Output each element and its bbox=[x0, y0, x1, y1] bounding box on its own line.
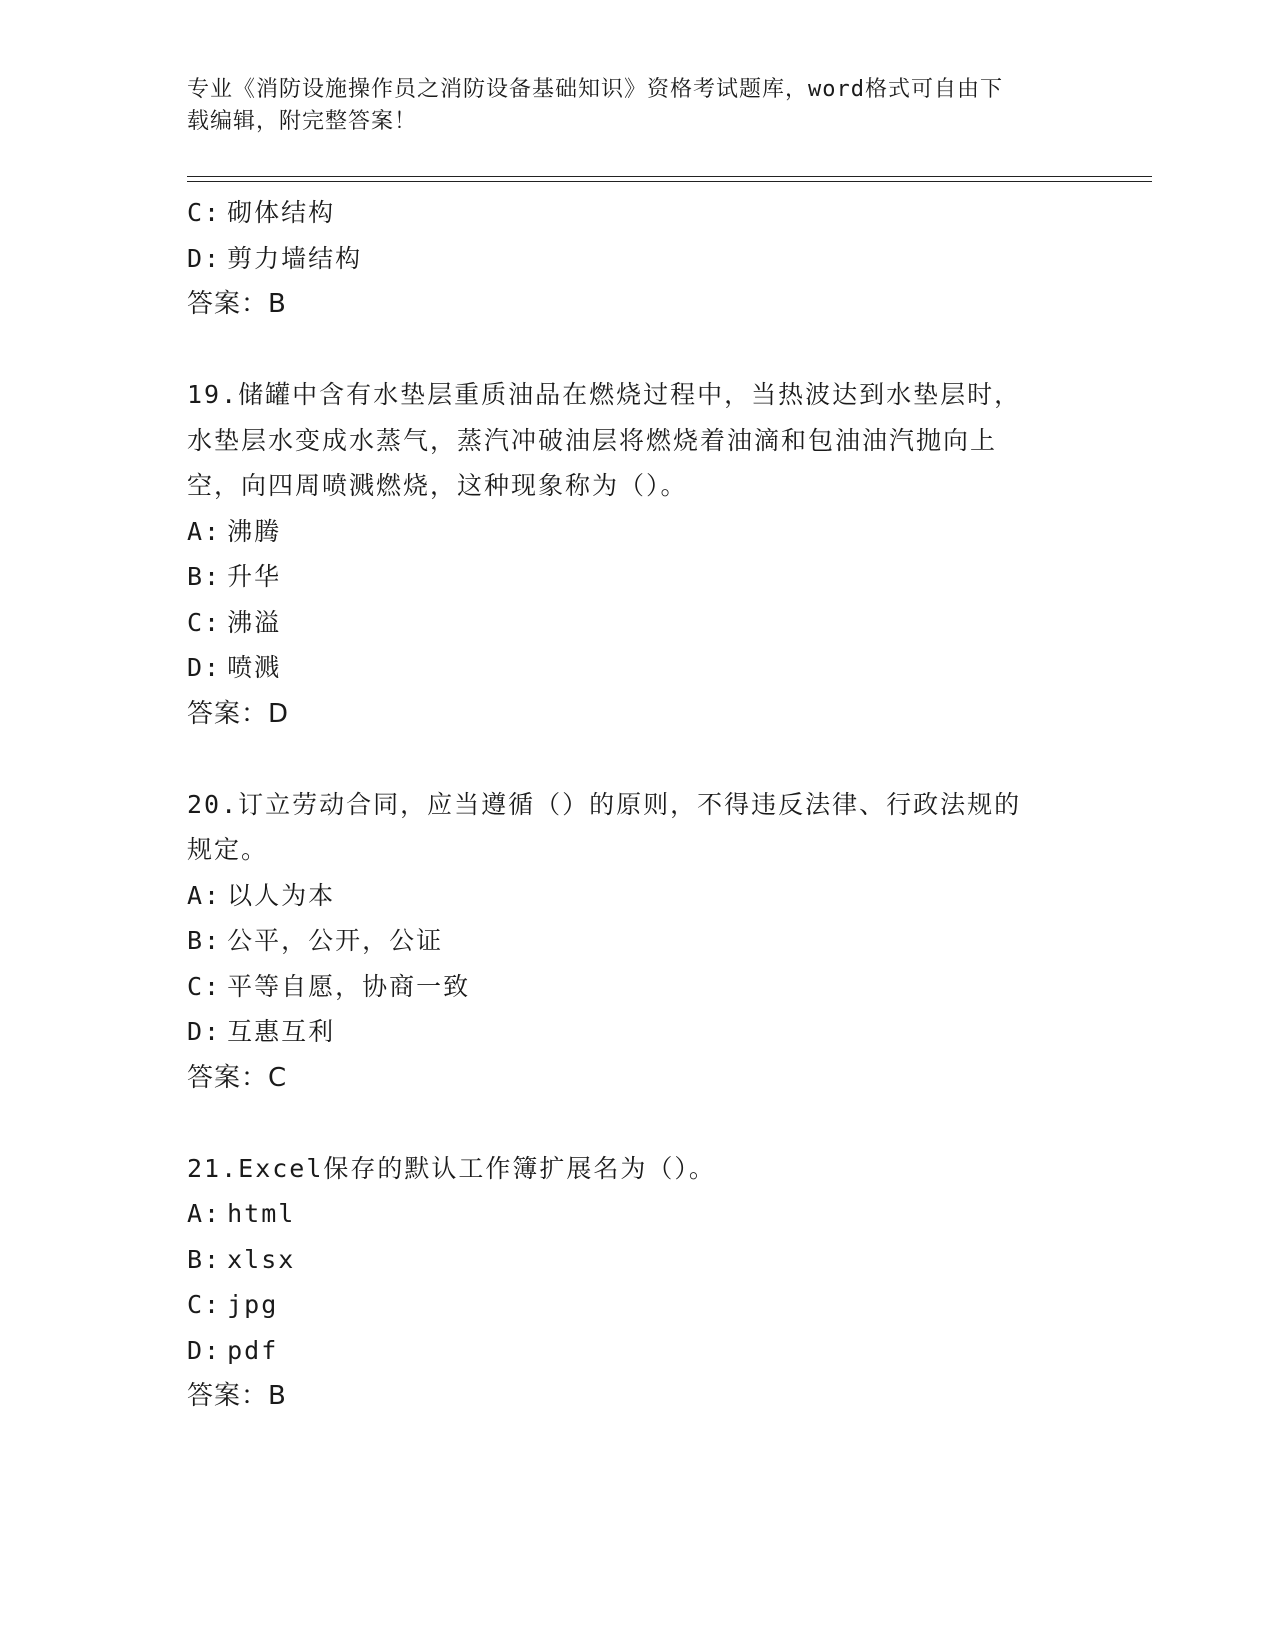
answer-line: 答案：B bbox=[187, 289, 287, 319]
option-b bbox=[187, 918, 1087, 964]
option-letter: A: bbox=[187, 516, 222, 546]
question-stem bbox=[187, 782, 1087, 873]
option-text: 以人为本 bbox=[227, 880, 336, 910]
option-d bbox=[187, 1328, 1087, 1374]
option-text: 沸溢 bbox=[227, 607, 282, 637]
answer-line: 答案：C bbox=[187, 1062, 288, 1093]
stem-line: 空，向四周喷溅燃烧，这种现象称为（）。 bbox=[187, 471, 688, 500]
stem-line: 21.Excel保存的默认工作簿扩展名为（）。 bbox=[187, 1153, 716, 1183]
option-c bbox=[187, 600, 1087, 646]
option-letter: A: bbox=[187, 880, 222, 910]
option-c bbox=[187, 190, 1087, 236]
stem-line: 规定。 bbox=[187, 835, 269, 864]
question-list bbox=[187, 190, 1087, 1419]
option-text: 公平，公开，公证 bbox=[227, 926, 444, 955]
option-text: 砌体结构 bbox=[227, 198, 336, 227]
stem-line: 19.储罐中含有水垫层重质油品在燃烧过程中，当热波达到水垫层时， bbox=[187, 380, 1022, 409]
option-letter: D: bbox=[187, 1017, 222, 1046]
header-divider-bottom bbox=[187, 181, 1152, 182]
option-text: 沸腾 bbox=[227, 516, 282, 546]
option-text: 互惠互利 bbox=[227, 1017, 336, 1046]
header-divider-top bbox=[187, 176, 1152, 177]
option-letter: D: bbox=[187, 653, 222, 682]
option-letter: B: bbox=[187, 562, 222, 591]
option-text: pdf bbox=[227, 1335, 279, 1365]
option-b bbox=[187, 1237, 1087, 1283]
spacer bbox=[187, 327, 1087, 372]
answer-line: 答案：B bbox=[187, 1381, 287, 1411]
option-letter: B: bbox=[187, 926, 222, 955]
stem-line: 20.订立劳动合同，应当遵循（）的原则，不得违反法律、行政法规的 bbox=[187, 789, 1022, 819]
spacer bbox=[187, 737, 1087, 782]
answer-line: 答案：D bbox=[187, 698, 290, 729]
option-letter: A: bbox=[187, 1199, 222, 1228]
spacer bbox=[187, 1101, 1087, 1146]
option-d bbox=[187, 1009, 1087, 1055]
option-letter: C: bbox=[187, 198, 222, 227]
option-a bbox=[187, 1191, 1087, 1237]
option-text: jpg bbox=[227, 1290, 279, 1319]
question-18-continued bbox=[187, 190, 1087, 327]
option-text: 剪力墙结构 bbox=[227, 243, 363, 273]
question-19 bbox=[187, 372, 1087, 737]
header-line-2: 载编辑，附完整答案！ bbox=[187, 109, 418, 134]
option-b bbox=[187, 554, 1087, 600]
option-text: 平等自愿，协商一致 bbox=[227, 971, 471, 1001]
option-letter: C: bbox=[187, 607, 222, 637]
option-d bbox=[187, 645, 1087, 691]
option-c bbox=[187, 1282, 1087, 1328]
header-line-1: 专业《消防设施操作员之消防设备基础知识》资格考试题库，word格式可自由下 bbox=[187, 77, 1003, 102]
option-letter: C: bbox=[187, 971, 222, 1001]
question-stem bbox=[187, 1146, 1087, 1192]
question-21 bbox=[187, 1146, 1087, 1420]
option-a bbox=[187, 509, 1087, 555]
option-letter: C: bbox=[187, 1290, 222, 1319]
stem-line: 水垫层水变成水蒸气，蒸汽冲破油层将燃烧着油滴和包油油汽抛向上 bbox=[187, 425, 998, 455]
option-c bbox=[187, 964, 1087, 1010]
option-letter: D: bbox=[187, 1335, 222, 1365]
option-text: html bbox=[227, 1199, 296, 1228]
question-stem bbox=[187, 372, 1087, 509]
option-d bbox=[187, 236, 1087, 282]
document-header bbox=[187, 74, 1067, 138]
option-letter: B: bbox=[187, 1244, 222, 1274]
option-a bbox=[187, 873, 1087, 919]
option-text: 升华 bbox=[227, 562, 282, 591]
option-text: xlsx bbox=[227, 1244, 296, 1274]
option-letter: D: bbox=[187, 243, 222, 273]
question-20 bbox=[187, 782, 1087, 1101]
option-text: 喷溅 bbox=[227, 653, 282, 682]
